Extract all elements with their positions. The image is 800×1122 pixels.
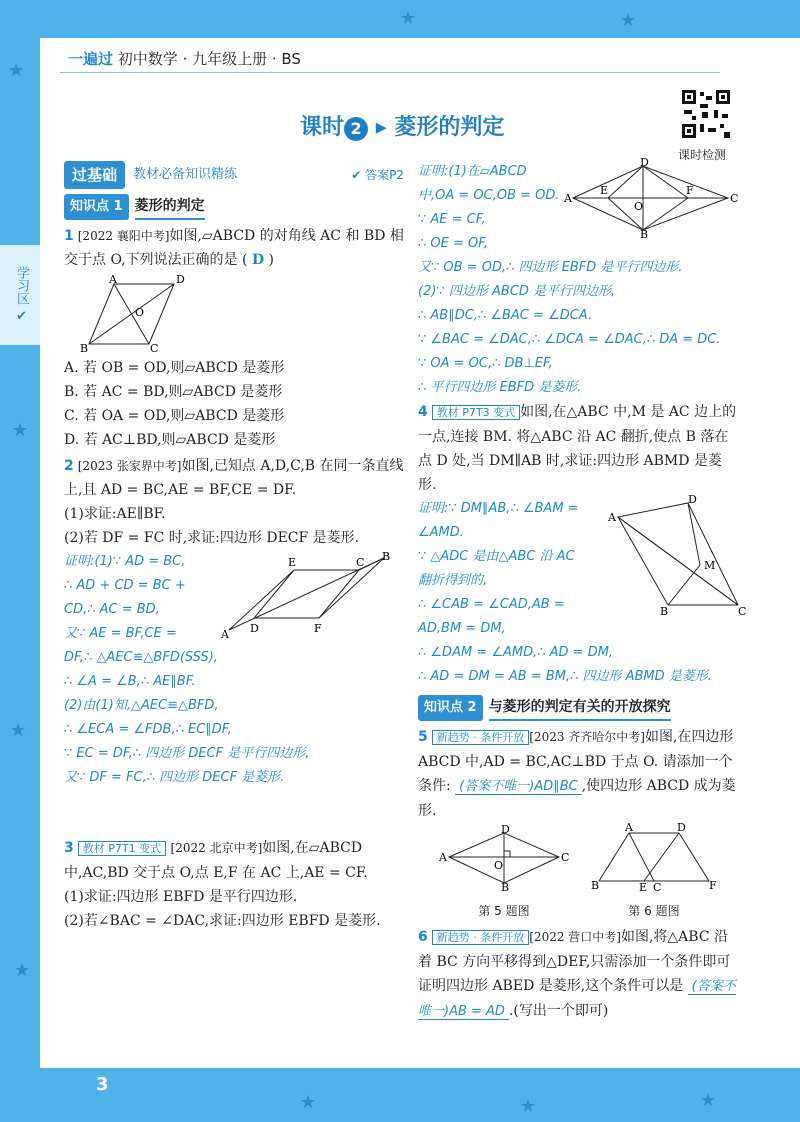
banner-title: 过基础 <box>64 161 125 189</box>
running-header <box>68 48 301 69</box>
svg-text:A: A <box>564 192 572 205</box>
star-icon: ★ <box>14 960 31 981</box>
question-2: 2 [2023 张家界中考]如图,已知点 A,D,C,B 在同一条直线上,且 AD = BC,AE = BF,CE = DF. (1)求证:AE∥BF. (2)若 DF = FC 时,求证:四边形 DECF 是菱形. A D C B E F 证明:(1)∵ AD = BC, ∴ AD + CD = BC + CD,∴ AC = BD, 又∵ AE = BF,CE = DF,∴ △AEC≌△BFD(SSS), ∴ ∠A = ∠B,∴ AE∥BF. (2)由(1)知,△AEC≌△BFD, ∴ ∠ECA = ∠FDB,∴ EC∥DF, ∵ EC = DF,∴ 四边形 DECF 是平行四边形, 又∵ DF = FC,∴ 四边形 DECF 是菱形. <box>64 454 404 790</box>
svg-text:O: O <box>634 200 644 213</box>
page-title: 课时 2 ▸ 菱形的判定 <box>300 115 505 140</box>
section-banner <box>64 162 404 188</box>
svg-text:D: D <box>250 622 259 635</box>
svg-text:B: B <box>382 550 391 563</box>
svg-text:B: B <box>501 881 510 894</box>
option-c: C. 若 OA = OD,则▱ABCD 是菱形 <box>64 408 285 424</box>
question-5: 5 新趋势 · 条件开放 [2023 齐齐哈尔中考]如图,在四边形 ABCD 中,AD = BC,AC⊥BD 于点 O. 请添加一个条件: (答案不唯一)AD∥BC ,使四边形 ABCD 成为菱形. A D C B O 第 5 题图 A D B E C F 第 6 题图 <box>418 725 740 923</box>
svg-text:B: B <box>80 342 89 355</box>
svg-text:D: D <box>176 273 185 286</box>
page-number: 3 <box>96 1074 109 1095</box>
svg-text:O: O <box>494 859 504 872</box>
knowledge-point-2: 知识点 2 与菱形的判定有关的开放探究 <box>418 695 740 721</box>
side-tab: 学习区 ✔ <box>0 245 40 345</box>
figure-q4 <box>608 493 748 618</box>
svg-text:C: C <box>730 192 739 205</box>
header-subtitle: 初中数学 · 九年级上册 · BS <box>117 50 301 68</box>
play-icon: ▸ <box>375 115 387 140</box>
figure-q6 <box>589 821 719 894</box>
svg-text:B: B <box>591 879 600 892</box>
svg-text:D: D <box>688 493 697 506</box>
brand-logo: 一遍过 <box>68 50 114 68</box>
figure-label-q6: 第 6 题图 <box>628 904 680 918</box>
svg-text:M: M <box>704 559 716 572</box>
svg-text:A: A <box>608 511 616 524</box>
svg-text:D: D <box>501 823 510 836</box>
star-icon: ★ <box>400 8 417 29</box>
svg-text:E: E <box>639 881 648 894</box>
star-icon: ★ <box>300 1092 317 1113</box>
figure-q5 <box>439 823 570 894</box>
question-6: 6 新趋势 · 条件开放 [2022 营口中考]如图,将△ABC 沿着 BC 方向平移得到△DEF,只需添加一个条件即可证明四边形 ABED 是菱形,这个条件可以是 (答案不唯一)AB = AD .(写出一个即可) <box>418 929 736 1019</box>
star-icon: ★ <box>10 720 27 741</box>
option-d: D. 若 AC⊥BD,则▱ABCD 是菱形 <box>64 432 276 448</box>
solution-q2: 证明:(1)∵ AD = BC, ∴ AD + CD = BC + CD,∴ AC = BD, 又∵ AE = BF,CE = DF,∴ △AEC≌△BFD(SSS), ∴ ∠A = ∠B,∴ AE∥BF. (2)由(1)知,△AEC≌△BFD, ∴ ∠ECA = ∠FDB,∴ EC∥DF, ∵ EC = DF,∴ 四边形 DECF 是平行四边形, 又∵ DF = FC,∴ 四边形 DECF 是菱形. <box>64 554 310 785</box>
svg-text:F: F <box>314 622 322 635</box>
answer-ref: ✔ 答案P2 <box>351 168 404 182</box>
question-4: 4 教材 P7T3 变式 如图,在△ABC 中,M 是 AC 边上的一点,连接 BM. 将△ABC 沿 AC 翻折,使点 B 落在点 D 处,当 DM∥AB 时,求证:四边形 ABMD 是菱形. A D B C M 证明:∵ DM∥AB,∴ ∠BAM = ∠AMD. ∵ △ADC 是由△ABC 沿 AC 翻折得到的, ∴ ∠CAB = ∠CAD,AB = AD,BM = DM, ∴ ∠DAM = ∠AMD,∴ AD = DM, ∴ AD = DM = AB = BM,∴ 四边形 ABMD 是菱形. <box>418 400 740 689</box>
star-icon: ★ <box>8 60 25 81</box>
svg-text:A: A <box>439 851 447 864</box>
svg-text:C: C <box>653 881 662 894</box>
right-column <box>418 156 747 1024</box>
svg-text:C: C <box>150 342 159 355</box>
option-b: B. 若 AC = BD,则▱ABCD 是菱形 <box>64 384 283 400</box>
star-icon: ★ <box>700 1090 717 1111</box>
figure-q2 <box>221 550 394 641</box>
star-icon: ★ <box>520 1096 537 1117</box>
answer-blank-q6: (答案不唯一)AB = AD <box>418 979 736 1019</box>
svg-text:A: A <box>109 273 117 286</box>
figure-q3 <box>564 156 739 241</box>
knowledge-point-1: 知识点 1 菱形的判定 <box>64 194 404 220</box>
figure-q1 <box>64 274 264 354</box>
figure-label-q5: 第 5 题图 <box>478 904 530 918</box>
svg-text:C: C <box>561 851 570 864</box>
option-a: A. 若 OB = OD,则▱ABCD 是菱形 <box>64 360 285 376</box>
star-icon: ★ <box>620 10 637 31</box>
solution-q3: 证明:(1)在▱ABCD 中,OA = OC,OB = OD. ∵ AE = CF, ∴ OE = OF, 又∵ OB = OD,∴ 四边形 EBFD 是平行四边形. (2)∵ 四边形 ABCD 是平行四边形, ∴ AB∥DC,∴ ∠BAC = ∠DCA. ∵ ∠BAC = ∠DAC,∴ ∠DCA = ∠DAC,∴ DA = DC. ∵ OA = OC,∴ DB⊥EF, ∴ 平行四边形 EBFD 是菱形. <box>418 164 721 395</box>
header-rule <box>60 72 720 73</box>
solution-q4: 证明:∵ DM∥AB,∴ ∠BAM = ∠AMD. ∵ △ADC 是由△ABC 沿 AC 翻折得到的, ∴ ∠CAB = ∠CAD,AB = AD,BM = DM, ∴ ∠DAM = ∠AMD,∴ AD = DM, ∴ AD = DM = AB = BM,∴ 四边形 ABMD 是菱形. <box>418 501 712 684</box>
answer-blank-q5: (答案不唯一)AD∥BC <box>455 779 582 795</box>
qr-code-icon[interactable] <box>680 88 732 140</box>
answer-choice: D <box>251 252 265 268</box>
svg-text:E: E <box>288 556 297 569</box>
svg-text:E: E <box>600 184 609 197</box>
svg-text:O: O <box>135 306 145 319</box>
svg-text:A: A <box>221 628 229 641</box>
svg-text:B: B <box>640 228 649 241</box>
banner-subtitle: 教材必备知识精练 <box>133 167 238 182</box>
question-1: 1 [2022 襄阳中考]如图,▱ABCD 的对角线 AC 和 BD 相交于点 O,下列说法正确的是 ( D ) A D B C O A. 若 OB = OD,则▱ABCD 是菱形 B. 若 AC = BD,则▱ABCD 是菱形 C. 若 OA = OD,则▱ABCD 是菱形 D. 若 AC⊥BD,则▱ABCD 是菱形 <box>64 224 404 452</box>
qr-label: 课时检测 <box>678 148 727 162</box>
svg-text:C: C <box>356 556 365 569</box>
svg-text:F: F <box>686 184 694 197</box>
svg-text:D: D <box>677 821 686 834</box>
svg-text:F: F <box>709 879 717 892</box>
svg-text:B: B <box>660 605 669 618</box>
svg-text:A: A <box>625 821 633 834</box>
svg-text:D: D <box>640 156 649 169</box>
left-column <box>64 162 404 933</box>
question-3: 3 教材 P7T1 变式 [2022 北京中考]如图,在▱ABCD 中,AC,BD 交于点 O,点 E,F 在 AC 上,AE = CF. (1)求证:四边形 EBFD 是平行四边形. (2)若∠BAC = ∠DAC,求证:四边形 EBFD 是菱形. <box>64 840 381 929</box>
svg-text:C: C <box>738 605 747 618</box>
star-icon: ★ <box>12 420 29 441</box>
lesson-number: 2 <box>344 117 368 141</box>
